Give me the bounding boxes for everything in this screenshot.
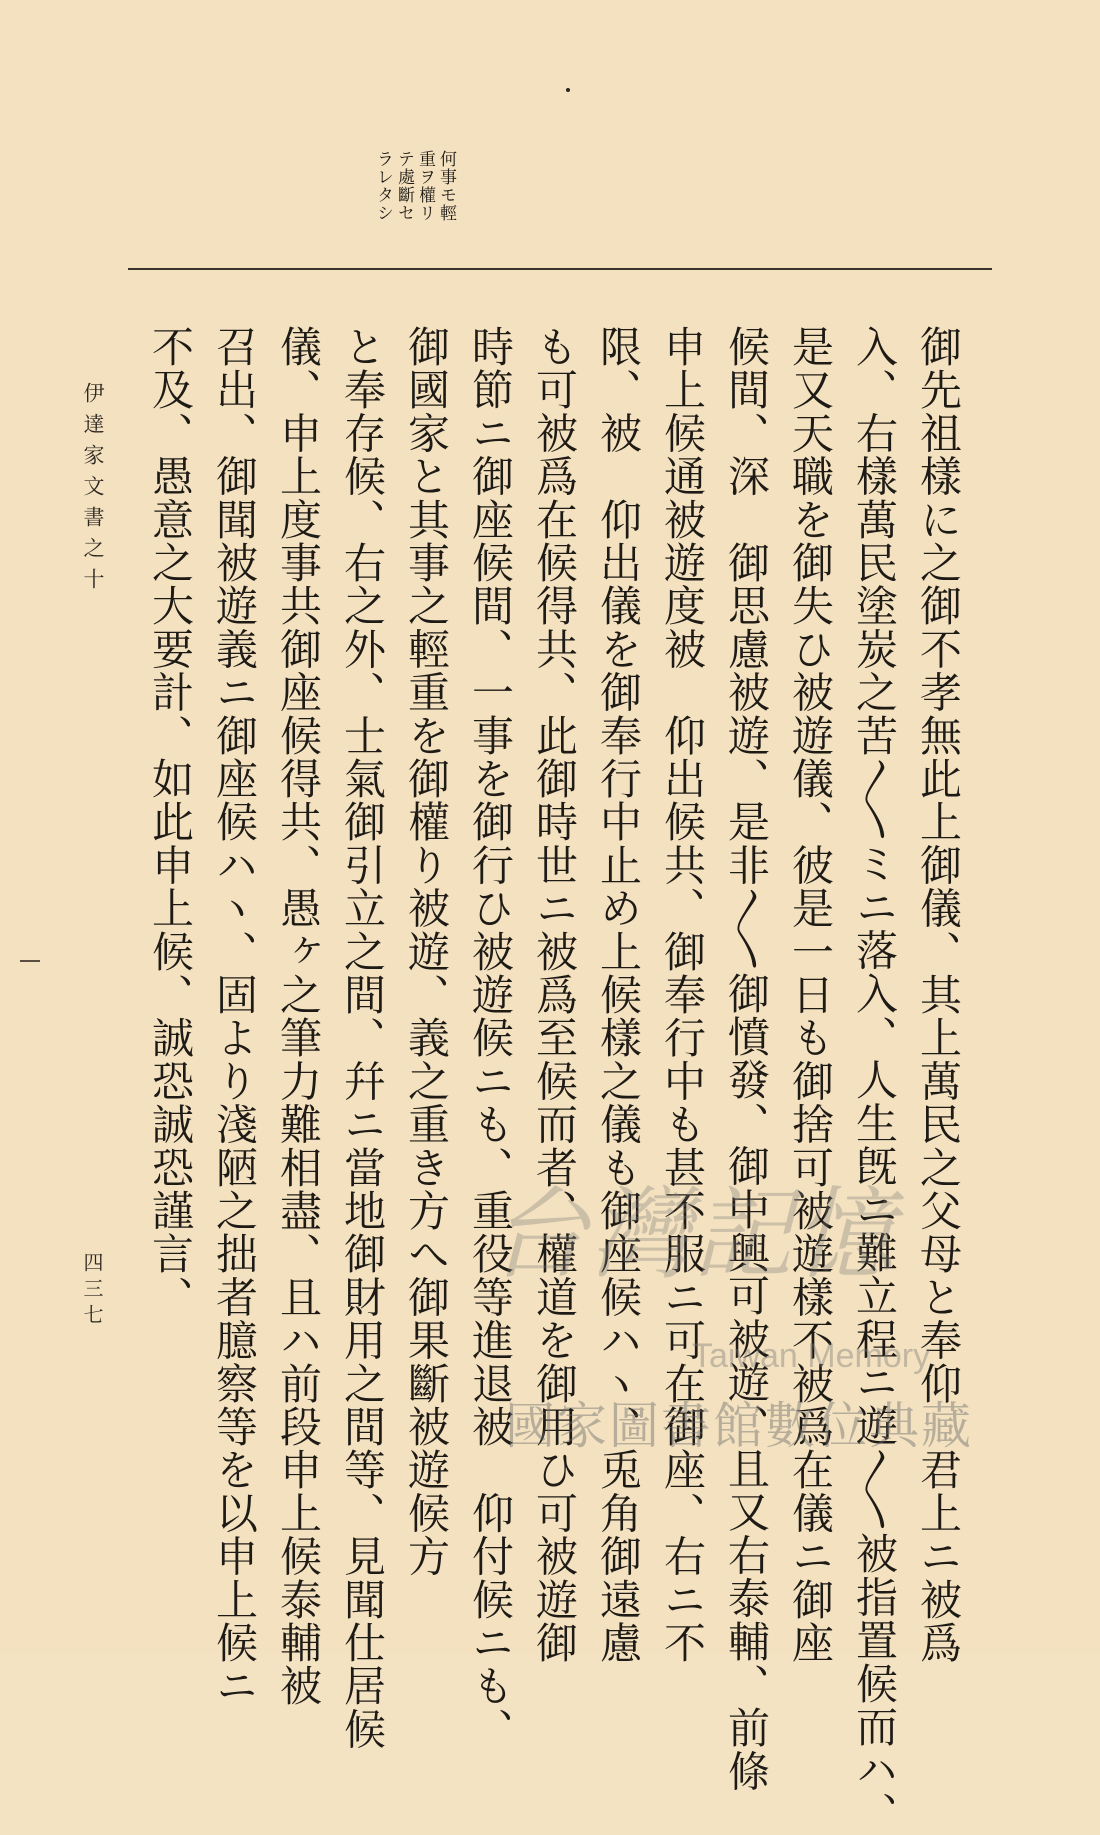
text-column: 入、右樣萬民塗炭之苦〳〵ミニ落入、人生旣ニ難立程ニ遊〳〵被指置候而ハ、 [850, 325, 899, 1835]
text-column: 限、被 仰出儀を御奉行中止め上候樣之儀も御座候ハヽ、兎角御遠慮 [594, 325, 643, 1665]
watermark-institution: 國家圖書館數位典藏 [505, 1397, 973, 1455]
text-column: 召出、御聞被遊義ニ御座候ハヽ、固より淺陋之拙者臆察等を以申上候ニ [210, 325, 259, 1708]
page-number: 四三七 [80, 1252, 104, 1330]
margin-note-line: ラレタシ [373, 150, 393, 222]
text-column: 御國家と其事之輕重を御權り被遊、義之重き方へ御果斷被遊候方 [402, 325, 451, 1578]
main-text [130, 325, 970, 1835]
text-column: 不及、愚意之大要計、如此申上候、誠恐誠恐謹言、 [146, 325, 195, 1319]
text-column: 申上候通被遊度被 仰出候共、御奉行中も甚不服ニ可在御座、右ニ不 [658, 325, 707, 1665]
text-column: と奉存候、右之外、士氣御引立之間、幷ニ當地御財用之間等、見聞仕居候 [338, 325, 387, 1751]
text-column: 時節ニ御座候間、一事を御行ひ被遊候ニも、重役等進退被 仰付候ニも、 [466, 325, 515, 1751]
ink-dot [566, 88, 570, 92]
text-column: 御先祖樣に之御不孝無此上御儀、其上萬民之父母と奉仰 君上ニ被爲 [914, 325, 963, 1665]
margin-note-line: 何事モ輕 [436, 150, 456, 222]
watermark-logo: 台灣記憶 [488, 1180, 896, 1290]
margin-note [372, 150, 456, 255]
text-column: 儀、申上度事共御座候得共、愚ヶ之筆力難相盡、且ハ前段申上候泰輔被 [274, 325, 323, 1708]
margin-note-line: テ處斷セ [394, 150, 414, 222]
margin-note-line: 重ヲ權リ [415, 150, 435, 222]
watermark-english: Taiwan Memory [692, 1337, 931, 1375]
text-column: 候間、深 御思慮被遊、是非〳〵御憤發、御中興可被遊、且又右泰輔、前條 [722, 325, 771, 1793]
header-rule [128, 268, 992, 270]
running-title: 伊達家文書之十 [81, 382, 105, 599]
edge-mark [20, 960, 40, 962]
text-column: 是又天職を御失ひ被遊儀、彼是一日も御捨可被遊樣不被爲在儀ニ御座 [786, 325, 835, 1665]
text-column: も可被爲在候得共、此御時世ニ被爲至候而者、權道を御用ひ可被遊御 [530, 325, 579, 1665]
